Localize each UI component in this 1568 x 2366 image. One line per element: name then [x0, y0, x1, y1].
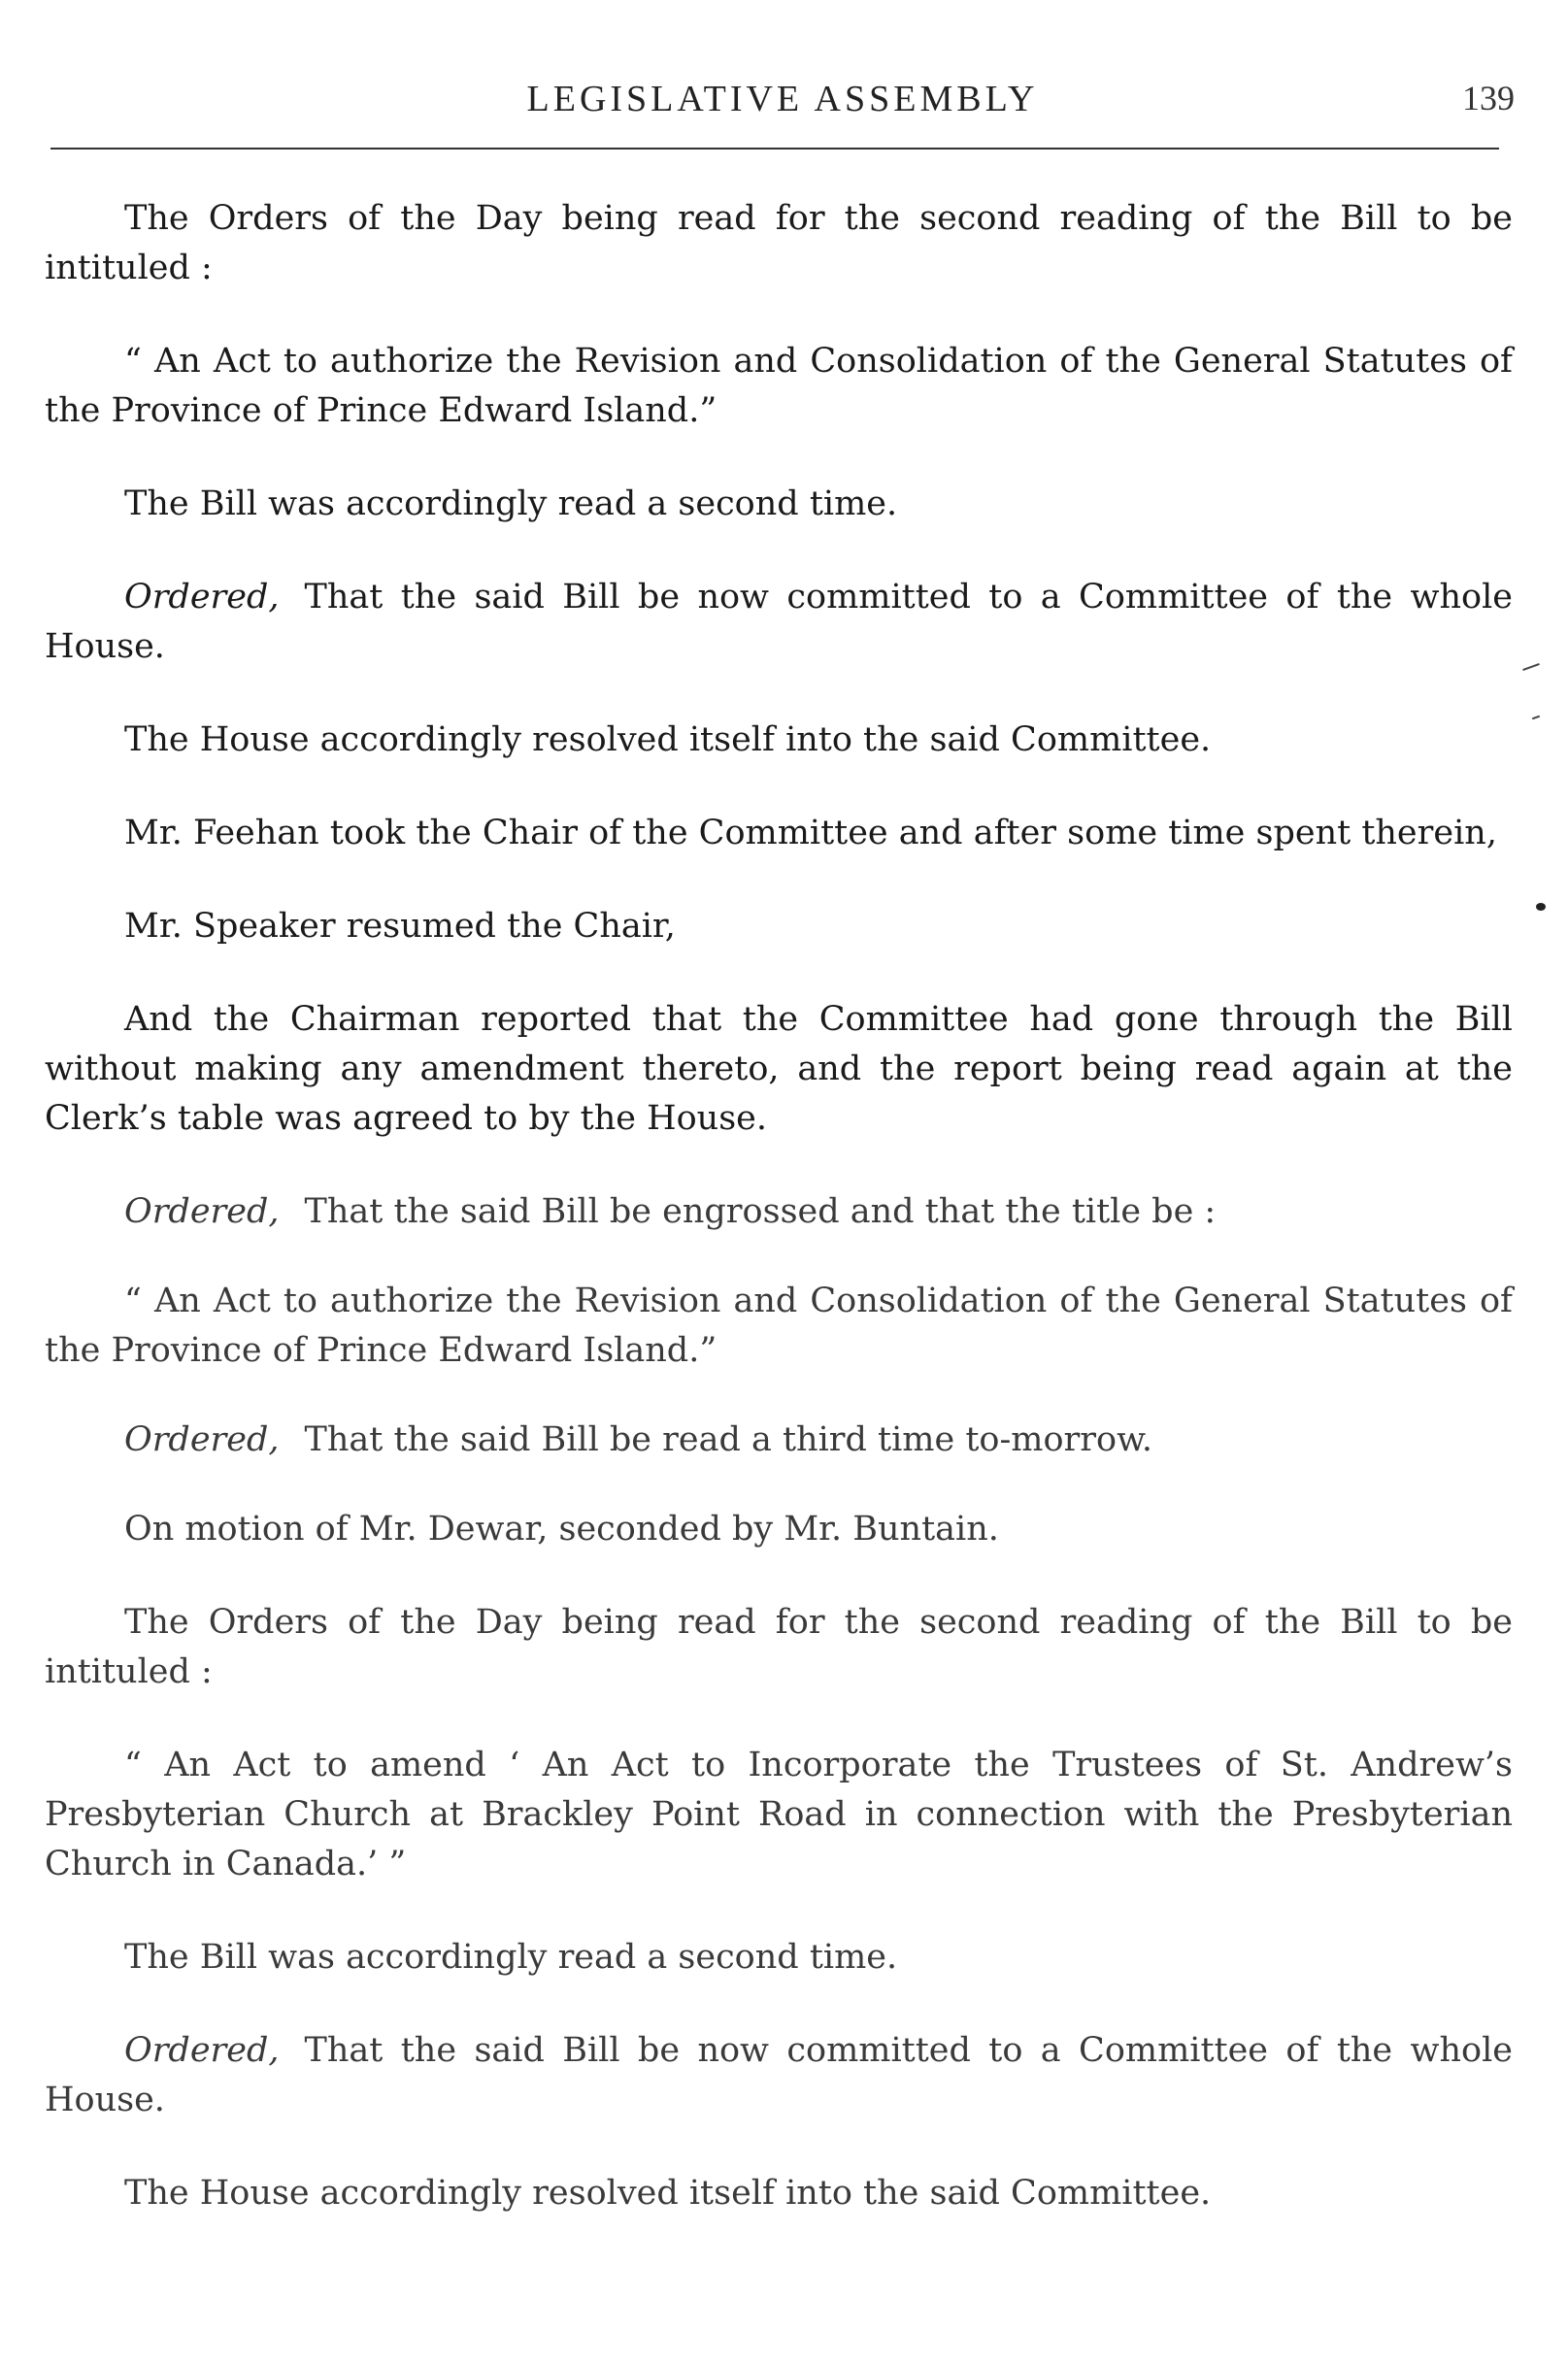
paragraph-text: The Orders of the Day being read for the second reading of the Bill to be intituled : [45, 199, 1513, 287]
paragraph-ordered-committed-2 [45, 2026, 1513, 2125]
paragraph-bill-title [45, 337, 1513, 436]
paragraph-second-reading [45, 480, 1513, 529]
paragraph-text: That the said Bill be engrossed and that the title be : [304, 1192, 1217, 1231]
paragraph-text: That the said Bill be read a third time to-morrow. [304, 1420, 1153, 1459]
header-rule [50, 148, 1499, 150]
paragraph-text: “ An Act to authorize the Revision and Consolidation of the General Statutes of the Province of Prince Edward Island.” [45, 1282, 1513, 1370]
paragraph-bill-title-2 [45, 1741, 1513, 1889]
paragraph-house-resolved-2 [45, 2169, 1513, 2218]
paragraph-chair-taken [45, 809, 1513, 858]
paragraph-text: That the said Bill be now committed to a Committee of the whole House. [45, 578, 1513, 666]
ordered-lead: Ordered, [124, 1420, 280, 1459]
paragraph-text: The House accordingly resolved itself into the said Committee. [124, 720, 1212, 759]
paragraph-motion [45, 1505, 1513, 1554]
paragraph-ordered-committed [45, 573, 1513, 672]
running-head: LEGISLATIVE ASSEMBLY [526, 79, 1039, 119]
paragraph-text: “ An Act to authorize the Revision and Consolidation of the General Statutes of the Province of Prince Edward Island.” [45, 342, 1513, 430]
paragraph-ordered-third-reading [45, 1416, 1513, 1465]
paragraph-orders-of-day [45, 194, 1513, 293]
paragraph-chairman-report [45, 995, 1513, 1144]
scan-speck [1536, 903, 1546, 911]
paragraph-house-resolved [45, 716, 1513, 765]
page-number: 139 [1462, 79, 1515, 117]
journal-body [45, 194, 1513, 2262]
paragraph-text: That the said Bill be now committed to a Committee of the whole House. [45, 2031, 1513, 2119]
paragraph-ordered-engrossed [45, 1187, 1513, 1237]
paragraph-text: The Orders of the Day being read for the second reading of the Bill to be intituled : [45, 1603, 1513, 1691]
paragraph-orders-of-day-2 [45, 1598, 1513, 1697]
scan-mark [1522, 663, 1540, 671]
ordered-lead: Ordered, [124, 2031, 280, 2070]
paragraph-second-reading-2 [45, 1933, 1513, 1983]
paragraph-text: “ An Act to amend ‘ An Act to Incorporate the Trustees of St. Andrew’s Presbyterian Church at Brackley Point Road in connection with the Presbyterian Church in Canada.’ ” [45, 1746, 1513, 1883]
paragraph-text: The House accordingly resolved itself into the said Committee. [124, 2174, 1212, 2213]
paragraph-speaker-resumed [45, 902, 1513, 951]
paragraph-text: And the Chairman reported that the Committee had gone through the Bill without making any amendment thereto, and the report being read again at the Clerk’s table was agreed to by the House. [45, 1000, 1513, 1138]
ordered-lead: Ordered, [124, 578, 280, 616]
paragraph-text: Mr. Speaker resumed the Chair, [124, 907, 676, 946]
scan-mark [1532, 716, 1540, 720]
page-header [50, 78, 1515, 120]
paragraph-engrossed-title [45, 1277, 1513, 1376]
paragraph-text: The Bill was accordingly read a second time. [124, 1938, 898, 1977]
ordered-lead: Ordered, [124, 1192, 280, 1231]
paragraph-text: The Bill was accordingly read a second time. [124, 484, 898, 523]
paragraph-text: On motion of Mr. Dewar, seconded by Mr. Buntain. [124, 1510, 999, 1549]
paragraph-text: Mr. Feehan took the Chair of the Committee and after some time spent therein, [124, 814, 1497, 852]
